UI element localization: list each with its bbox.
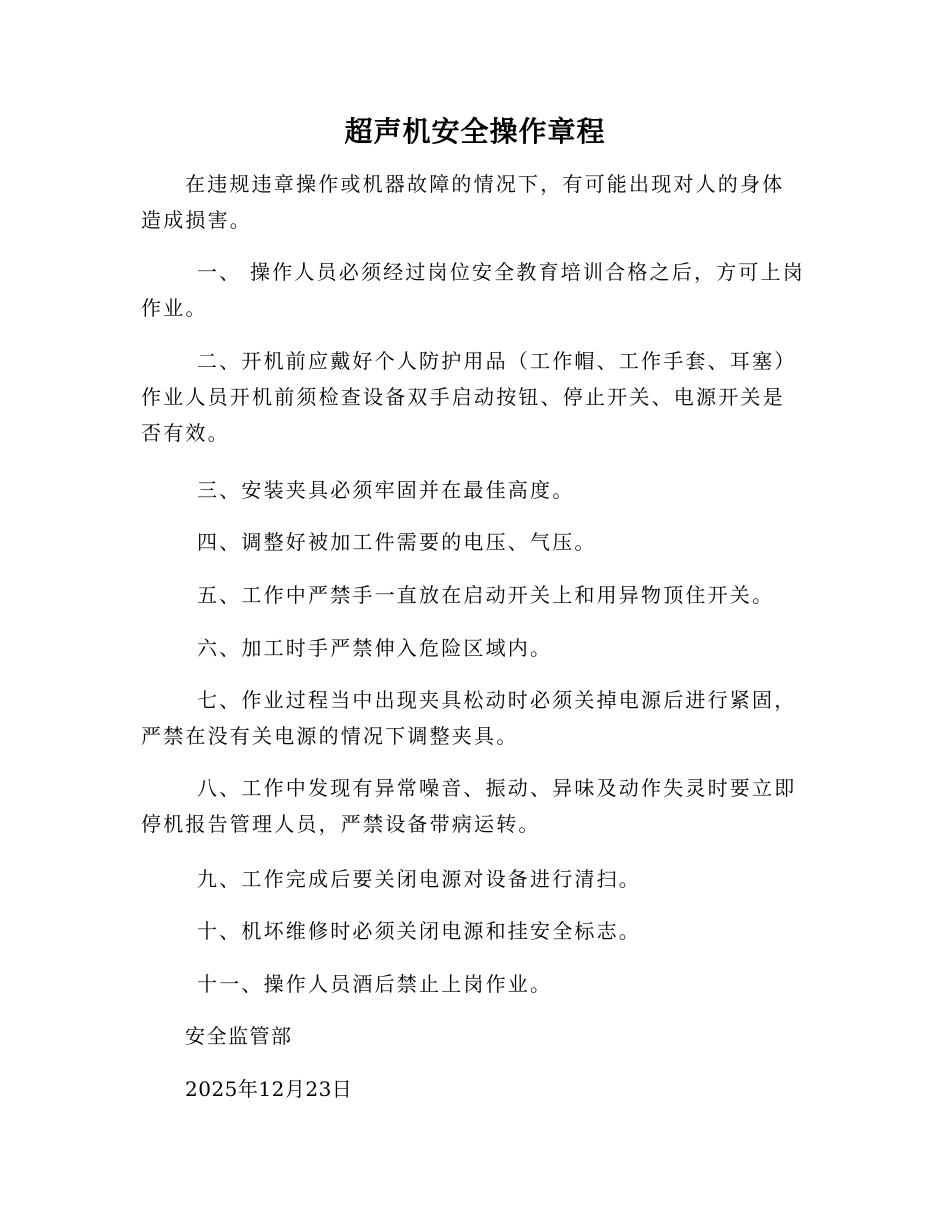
rule-10: 十、机坏维修时必须关闭电源和挂安全标志。	[197, 919, 641, 943]
rule-2: 二、开机前应戴好个人防护用品（工作帽、工作手套、耳塞）作业人员开机前须检查设备双手启动按钮、停止开关、电源开关是否有效。	[141, 349, 797, 445]
document-title: 超声机安全操作章程	[344, 115, 606, 148]
rule-11: 十一、操作人员酒后禁止上岗作业。	[197, 972, 553, 996]
rule-9: 九、工作完成后要关闭电源对设备进行清扫。	[197, 867, 641, 891]
intro-paragraph: 在违规违章操作或机器故障的情况下，有可能出现对人的身体造成损害。	[141, 172, 785, 232]
issue-date: 2025年12月23日	[185, 1077, 353, 1101]
issuing-department: 安全监管部	[185, 1024, 293, 1048]
rule-5: 五、工作中严禁手一直放在启动开关上和用异物顶住开关。	[197, 583, 775, 607]
rule-4: 四、调整好被加工件需要的电压、气压。	[197, 530, 597, 554]
rule-6: 六、加工时手严禁伸入危险区域内。	[197, 636, 553, 660]
rule-7: 七、作业过程当中出现夹具松动时必须关掉电源后进行紧固，严禁在没有关电源的情况下调整夹具。	[141, 688, 797, 748]
rule-8: 八、工作中发现有异常噪音、振动、异味及动作失灵时要立即停机报告管理人员，严禁设备带病运转。	[141, 776, 797, 836]
rule-1: 一、 操作人员必须经过岗位安全教育培训合格之后，方可上岗作业。	[141, 260, 805, 320]
rule-3: 三、安装夹具必须牢固并在最佳高度。	[197, 478, 575, 502]
